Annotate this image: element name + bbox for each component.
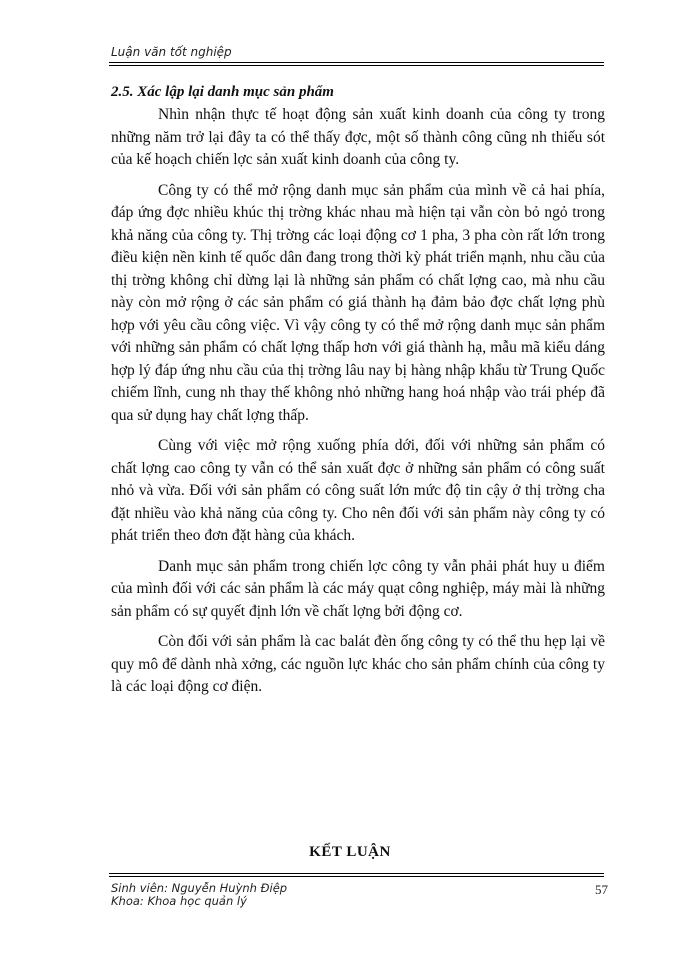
faculty-name: Khoa: Khoa học quản lý bbox=[111, 894, 247, 908]
section-title: 2.5. Xác lập lại danh mục sản phẩm bbox=[111, 84, 334, 100]
body-text bbox=[111, 104, 605, 707]
conclusion-heading: KẾT LUẬN bbox=[309, 844, 391, 860]
footer-rule-bottom bbox=[109, 876, 604, 877]
paragraph: Còn đối với sản phẩm là cac balát đèn ống công ty có thể thu hẹp lại về quy mô để dành nhà xởng, các nguồn lực khác cho sản phẩm chính của công ty là các loại động cơ điện. bbox=[111, 633, 605, 695]
paragraph: Nhìn nhận thực tế hoạt động sản xuất kinh doanh của công ty trong những năm trở lại đây ta có thể thấy đợc, một số thành công cũng nh thiếu sót của kế hoạch chiến lợc sản xuất kinh doanh của công ty. bbox=[111, 106, 605, 168]
header-rule-top bbox=[109, 62, 604, 63]
header-rule-bottom bbox=[109, 65, 604, 66]
footer-rule-top bbox=[109, 873, 604, 874]
footer-info bbox=[111, 882, 287, 908]
page-number: 57 bbox=[595, 882, 608, 897]
paragraph: Danh mục sản phẩm trong chiến lợc công ty vẫn phải phát huy u điểm của mình đối với các sản phẩm là các máy quạt công nghiệp, máy mài là những sản phẩm có sự quyết định lớn về chất lợng bởi động cơ. bbox=[111, 557, 605, 620]
student-name: Sinh viên: Nguyễn Huỳnh Điệp bbox=[111, 881, 288, 895]
paragraph: Cùng với việc mở rộng xuống phía dới, đối với những sản phẩm có chất lợng cao công ty vẫn có thể sản xuất đợc ở những sản phẩm có công suất nhỏ và vừa. Đối với sản phẩm có công suất lớn mức độ tin cậy ở thị trờng cha đặt nhiều vào khả năng của công ty. Cho nên đối với sản phẩm này công ty có phát triển theo đơn đặt hàng của khách. bbox=[111, 437, 605, 544]
paragraph: Công ty có thể mở rộng danh mục sản phẩm của mình về cả hai phía, đáp ứng đợc nhiều khúc thị trờng khác nhau mà hiện tại vẫn còn bỏ ngỏ trong khả năng của công ty. Thị trờng các loại động cơ 1 pha, 3 pha còn rất lớn trong điều kiện nền kinh tế quốc dân đang trong thời kỳ phát triển mạnh, nhu cầu của thị trờng không chỉ dừng lại là những sản phẩm có chất lợng cao, mà nhu cầu này còn mở rộng ở các sản phẩm có giá thành hạ đảm bảo đợc chất lợng phù hợp với yêu cầu công việc. Vì vậy công ty có thể mở rộng danh mục sản phẩm với những sản phẩm có chất lợng thấp hơn với giá thành hạ, mẫu mã kiểu dáng hợp lý đáp ứng nhu cầu của thị trờng lâu nay bị hàng nhập khẩu từ Trung Quốc chiếm lĩnh, cung nh thay thế không nhỏ những hang hoá nhập vào trái phép đã qua sử dụng hay chất lợng thấp. bbox=[111, 181, 605, 424]
running-header: Luận văn tốt nghiệp bbox=[111, 45, 232, 59]
